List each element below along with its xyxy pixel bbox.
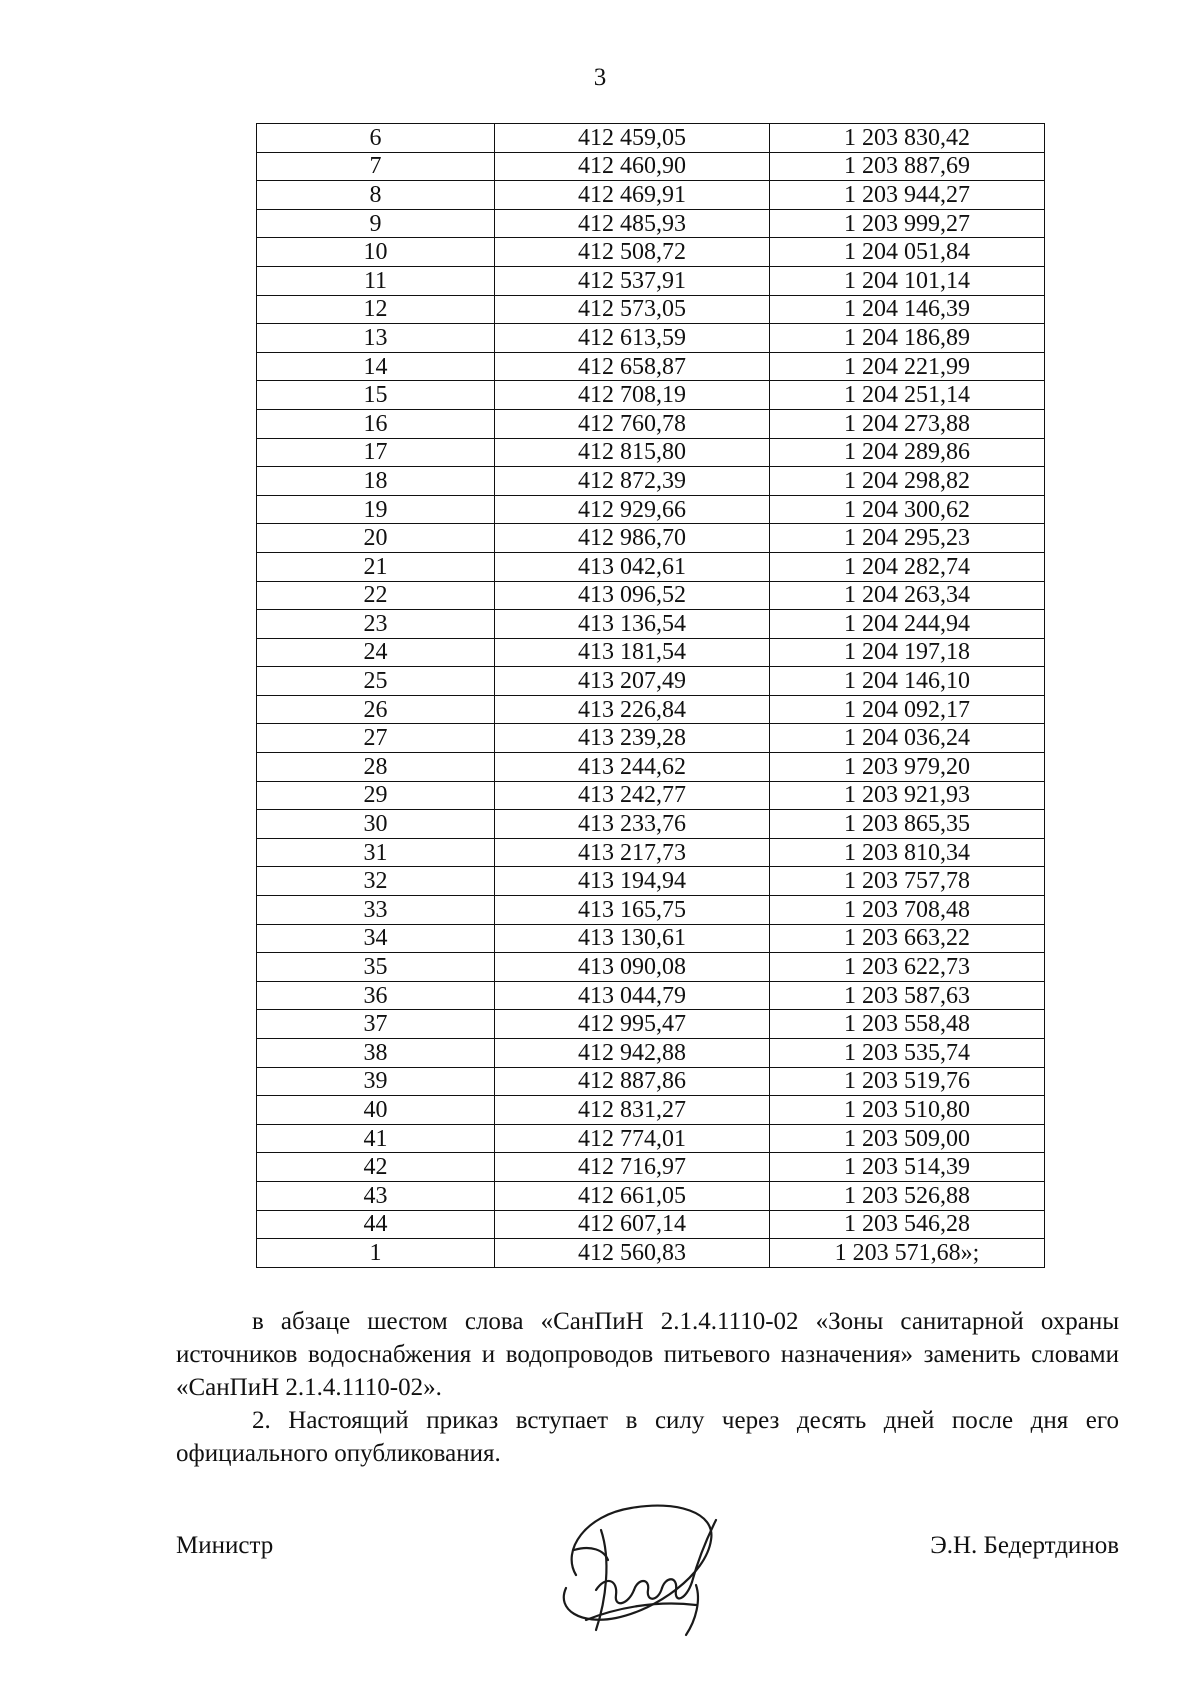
table-row (257, 524, 1045, 553)
point-number-cell: 23 (257, 610, 495, 639)
body-text (176, 1305, 1119, 1470)
x-coordinate-cell: 413 242,77 (495, 781, 770, 810)
x-coordinate-cell: 412 469,91 (495, 181, 770, 210)
x-coordinate-cell: 412 986,70 (495, 524, 770, 553)
point-number-cell: 6 (257, 124, 495, 153)
x-coordinate-cell: 412 560,83 (495, 1239, 770, 1268)
x-coordinate-cell: 412 942,88 (495, 1039, 770, 1068)
point-number-cell: 15 (257, 381, 495, 410)
y-coordinate-cell: 1 203 519,76 (770, 1067, 1045, 1096)
point-number-cell: 19 (257, 495, 495, 524)
x-coordinate-cell: 412 760,78 (495, 409, 770, 438)
x-coordinate-cell: 413 226,84 (495, 695, 770, 724)
table-row (257, 867, 1045, 896)
point-number-cell: 13 (257, 324, 495, 353)
y-coordinate-cell: 1 204 186,89 (770, 324, 1045, 353)
page-number: 3 (593, 64, 607, 91)
point-number-cell: 7 (257, 152, 495, 181)
table-row (257, 638, 1045, 667)
x-coordinate-cell: 413 194,94 (495, 867, 770, 896)
y-coordinate-cell: 1 204 036,24 (770, 724, 1045, 753)
table-row (257, 409, 1045, 438)
table-row (257, 438, 1045, 467)
y-coordinate-cell: 1 204 295,23 (770, 524, 1045, 553)
position-title: Министр (176, 1532, 274, 1559)
table-row (257, 1181, 1045, 1210)
table-row (257, 896, 1045, 925)
table-row (257, 495, 1045, 524)
table-row (257, 1124, 1045, 1153)
y-coordinate-cell: 1 204 101,14 (770, 266, 1045, 295)
x-coordinate-cell: 412 573,05 (495, 295, 770, 324)
point-number-cell: 1 (257, 1239, 495, 1268)
paragraph-effective-date: 2. Настоящий приказ вступает в силу через десять дней после дня его официального опубликования. (176, 1407, 1119, 1467)
point-number-cell: 29 (257, 781, 495, 810)
table-row (257, 581, 1045, 610)
point-number-cell: 20 (257, 524, 495, 553)
table-row (257, 1096, 1045, 1125)
y-coordinate-cell: 1 204 289,86 (770, 438, 1045, 467)
x-coordinate-cell: 413 165,75 (495, 896, 770, 925)
x-coordinate-cell: 412 887,86 (495, 1067, 770, 1096)
table-row (257, 1153, 1045, 1182)
y-coordinate-cell: 1 204 146,39 (770, 295, 1045, 324)
y-coordinate-cell: 1 204 051,84 (770, 238, 1045, 267)
x-coordinate-cell: 413 207,49 (495, 667, 770, 696)
point-number-cell: 38 (257, 1039, 495, 1068)
y-coordinate-cell: 1 203 810,34 (770, 838, 1045, 867)
y-coordinate-cell: 1 203 921,93 (770, 781, 1045, 810)
y-coordinate-cell: 1 204 300,62 (770, 495, 1045, 524)
y-coordinate-cell: 1 203 757,78 (770, 867, 1045, 896)
x-coordinate-cell: 413 042,61 (495, 552, 770, 581)
point-number-cell: 17 (257, 438, 495, 467)
x-coordinate-cell: 412 508,72 (495, 238, 770, 267)
point-number-cell: 27 (257, 724, 495, 753)
point-number-cell: 12 (257, 295, 495, 324)
y-coordinate-cell: 1 204 092,17 (770, 695, 1045, 724)
y-coordinate-cell: 1 203 999,27 (770, 209, 1045, 238)
signatory-name: Э.Н. Бедертдинов (930, 1532, 1119, 1559)
x-coordinate-cell: 413 181,54 (495, 638, 770, 667)
y-coordinate-cell: 1 203 830,42 (770, 124, 1045, 153)
point-number-cell: 41 (257, 1124, 495, 1153)
point-number-cell: 22 (257, 581, 495, 610)
y-coordinate-cell: 1 203 571,68»; (770, 1239, 1045, 1268)
table-row (257, 953, 1045, 982)
point-number-cell: 24 (257, 638, 495, 667)
x-coordinate-cell: 412 774,01 (495, 1124, 770, 1153)
point-number-cell: 28 (257, 753, 495, 782)
table-row (257, 1010, 1045, 1039)
table-row (257, 1210, 1045, 1239)
point-number-cell: 14 (257, 352, 495, 381)
point-number-cell: 36 (257, 981, 495, 1010)
x-coordinate-cell: 413 090,08 (495, 953, 770, 982)
x-coordinate-cell: 412 872,39 (495, 467, 770, 496)
table-row (257, 152, 1045, 181)
point-number-cell: 18 (257, 467, 495, 496)
point-number-cell: 25 (257, 667, 495, 696)
x-coordinate-cell: 412 995,47 (495, 1010, 770, 1039)
table-row (257, 181, 1045, 210)
table-row (257, 381, 1045, 410)
point-number-cell: 8 (257, 181, 495, 210)
point-number-cell: 42 (257, 1153, 495, 1182)
table-row (257, 1067, 1045, 1096)
table-row (257, 352, 1045, 381)
x-coordinate-cell: 413 217,73 (495, 838, 770, 867)
point-number-cell: 40 (257, 1096, 495, 1125)
x-coordinate-cell: 413 233,76 (495, 810, 770, 839)
y-coordinate-cell: 1 203 526,88 (770, 1181, 1045, 1210)
x-coordinate-cell: 413 044,79 (495, 981, 770, 1010)
coordinates-table-body (257, 124, 1045, 1268)
table-row (257, 610, 1045, 639)
table-row (257, 209, 1045, 238)
y-coordinate-cell: 1 204 146,10 (770, 667, 1045, 696)
x-coordinate-cell: 412 708,19 (495, 381, 770, 410)
table-row (257, 124, 1045, 153)
table-row (257, 667, 1045, 696)
x-coordinate-cell: 412 613,59 (495, 324, 770, 353)
y-coordinate-cell: 1 203 510,80 (770, 1096, 1045, 1125)
y-coordinate-cell: 1 203 663,22 (770, 924, 1045, 953)
table-row (257, 1239, 1045, 1268)
y-coordinate-cell: 1 203 887,69 (770, 152, 1045, 181)
x-coordinate-cell: 412 716,97 (495, 1153, 770, 1182)
table-row (257, 695, 1045, 724)
table-row (257, 552, 1045, 581)
y-coordinate-cell: 1 203 944,27 (770, 181, 1045, 210)
x-coordinate-cell: 413 130,61 (495, 924, 770, 953)
x-coordinate-cell: 412 459,05 (495, 124, 770, 153)
x-coordinate-cell: 412 607,14 (495, 1210, 770, 1239)
table-row (257, 924, 1045, 953)
table-row (257, 981, 1045, 1010)
point-number-cell: 21 (257, 552, 495, 581)
point-number-cell: 9 (257, 209, 495, 238)
point-number-cell: 44 (257, 1210, 495, 1239)
point-number-cell: 37 (257, 1010, 495, 1039)
table-row (257, 753, 1045, 782)
point-number-cell: 31 (257, 838, 495, 867)
y-coordinate-cell: 1 204 298,82 (770, 467, 1045, 496)
x-coordinate-cell: 412 815,80 (495, 438, 770, 467)
y-coordinate-cell: 1 203 535,74 (770, 1039, 1045, 1068)
x-coordinate-cell: 412 658,87 (495, 352, 770, 381)
x-coordinate-cell: 412 485,93 (495, 209, 770, 238)
y-coordinate-cell: 1 203 514,39 (770, 1153, 1045, 1182)
table-row (257, 266, 1045, 295)
point-number-cell: 26 (257, 695, 495, 724)
table-row (257, 324, 1045, 353)
point-number-cell: 11 (257, 266, 495, 295)
y-coordinate-cell: 1 204 282,74 (770, 552, 1045, 581)
x-coordinate-cell: 412 537,91 (495, 266, 770, 295)
point-number-cell: 10 (257, 238, 495, 267)
table-row (257, 810, 1045, 839)
table-row (257, 781, 1045, 810)
y-coordinate-cell: 1 203 622,73 (770, 953, 1045, 982)
signature-block (176, 1500, 1119, 1650)
y-coordinate-cell: 1 203 587,63 (770, 981, 1045, 1010)
point-number-cell: 34 (257, 924, 495, 953)
point-number-cell: 39 (257, 1067, 495, 1096)
x-coordinate-cell: 412 831,27 (495, 1096, 770, 1125)
y-coordinate-cell: 1 203 708,48 (770, 896, 1045, 925)
y-coordinate-cell: 1 204 197,18 (770, 638, 1045, 667)
y-coordinate-cell: 1 204 221,99 (770, 352, 1045, 381)
point-number-cell: 30 (257, 810, 495, 839)
paragraph-replacement: в абзаце шестом слова «СанПиН 2.1.4.1110-02 «Зоны санитарной охраны источников водоснабжения и водопроводов питьевого назначения» заменить словами «СанПиН 2.1.4.1110-02». (176, 1308, 1119, 1401)
coordinates-table (256, 123, 1045, 1268)
point-number-cell: 32 (257, 867, 495, 896)
y-coordinate-cell: 1 203 979,20 (770, 753, 1045, 782)
y-coordinate-cell: 1 203 558,48 (770, 1010, 1045, 1039)
table-row (257, 467, 1045, 496)
x-coordinate-cell: 413 096,52 (495, 581, 770, 610)
point-number-cell: 33 (257, 896, 495, 925)
table-row (257, 724, 1045, 753)
x-coordinate-cell: 412 929,66 (495, 495, 770, 524)
table-row (257, 238, 1045, 267)
table-row (257, 1039, 1045, 1068)
x-coordinate-cell: 413 239,28 (495, 724, 770, 753)
y-coordinate-cell: 1 203 546,28 (770, 1210, 1045, 1239)
table-row (257, 295, 1045, 324)
y-coordinate-cell: 1 203 865,35 (770, 810, 1045, 839)
y-coordinate-cell: 1 203 509,00 (770, 1124, 1045, 1153)
y-coordinate-cell: 1 204 273,88 (770, 409, 1045, 438)
y-coordinate-cell: 1 204 244,94 (770, 610, 1045, 639)
y-coordinate-cell: 1 204 263,34 (770, 581, 1045, 610)
y-coordinate-cell: 1 204 251,14 (770, 381, 1045, 410)
point-number-cell: 35 (257, 953, 495, 982)
point-number-cell: 16 (257, 409, 495, 438)
x-coordinate-cell: 413 136,54 (495, 610, 770, 639)
handwritten-signature (546, 1490, 746, 1640)
table-row (257, 838, 1045, 867)
x-coordinate-cell: 413 244,62 (495, 753, 770, 782)
x-coordinate-cell: 412 460,90 (495, 152, 770, 181)
point-number-cell: 43 (257, 1181, 495, 1210)
x-coordinate-cell: 412 661,05 (495, 1181, 770, 1210)
